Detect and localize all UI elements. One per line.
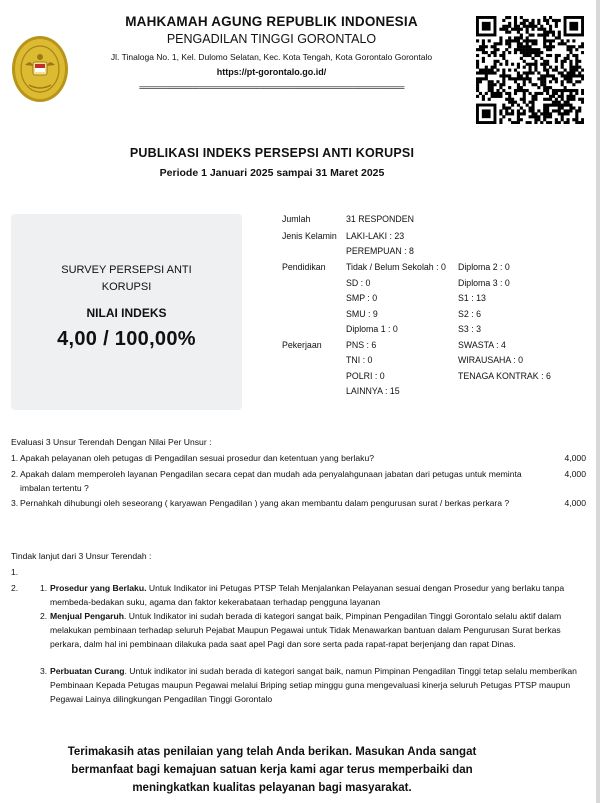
- page-edge: [596, 0, 600, 803]
- follow-up-body: . Untuk Indikator ini sudah berada di kategori sangat baik, Pimpinan Pengadilan Tinggi Gorontalo selalu aktif dalam melakukan pembinaan terhadap seluruh Pejabat Maupun Pegawai untuk Tidak Menawarkan bantuan dalam Pengurusan Surat berkas perkara, dalm hal ini pembinaan dilakuka pada saat apel Pagi dan sore serta pada rapat-rapat berjenjang dan rapat Dinas.: [50, 611, 562, 649]
- gender-male: LAKI-LAKI : 23: [346, 231, 405, 241]
- follow-up-marker: 1.: [11, 567, 19, 577]
- edu-tidak-sekolah: Tidak / Belum Sekolah : 0: [346, 262, 446, 272]
- evaluation-number: 2.: [11, 469, 19, 479]
- edu-s1: S1 : 13: [458, 293, 486, 303]
- edu-diploma-1: Diploma 1 : 0: [346, 324, 398, 334]
- follow-up-text: [50, 582, 587, 610]
- follow-up-marker: 2.: [11, 583, 19, 593]
- index-value: 4,00 / 100,00%: [57, 328, 196, 350]
- jumlah-value: 31 RESPONDEN: [346, 214, 414, 224]
- court-name: PENGADILAN TINGGI GORONTALO: [166, 32, 377, 46]
- jumlah-label: Jumlah: [282, 214, 311, 224]
- job-pns: PNS : 6: [346, 340, 377, 350]
- qr-code-icon: [476, 16, 584, 124]
- court-address: Jl. Tinaloga No. 1, Kel. Dulomo Selatan, Kec. Kota Tengah, Kota Gorontalo Gorontalo: [110, 52, 433, 62]
- job-swasta: SWASTA : 4: [458, 340, 506, 350]
- occupation-label: Pekerjaan: [282, 340, 322, 350]
- evaluation-question: Apakah pelayanan oleh petugas di Pengadilan sesuai prosedur dan ketentuan yang berlaku?: [20, 453, 375, 463]
- evaluation-score: 4,000: [564, 469, 586, 479]
- follow-up-body: Untuk Indikator ini Petugas PTSP Telah Menjalankan Pelayanan sesuai dengan Prosedur yang berlaku tanpa membeda-bedakan suku, agama dan faktor kekerabataan terhadap pengguna layanan: [50, 583, 565, 607]
- letterhead: [100, 14, 443, 92]
- follow-up-heading: Tindak lanjut dari 3 Unsur Terendah :: [11, 551, 152, 561]
- follow-up-text: [50, 610, 587, 651]
- evaluation-question: Pernahkah dihubungi oleh seseorang ( karyawan Pengadilan ) yang akan membantu dalam pengurusan surat / berkas perkara ?: [20, 498, 510, 508]
- header-divider: ==================================================================: [138, 83, 405, 92]
- edu-sd: SD : 0: [346, 278, 371, 288]
- job-tenaga-kontrak: TENAGA KONTRAK : 6: [458, 371, 551, 381]
- gender-label: Jenis Kelamin: [282, 231, 337, 241]
- edu-s2: S2 : 6: [458, 309, 481, 319]
- institution-name: MAHKAMAH AGUNG REPUBLIK INDONESIA: [125, 14, 418, 29]
- supreme-court-emblem-icon: [11, 35, 69, 103]
- follow-up-title: Menjual Pengaruh: [50, 611, 125, 621]
- job-tni: TNI : 0: [346, 355, 373, 365]
- job-lainnya: LAINNYA : 15: [346, 386, 400, 396]
- follow-up-title: Prosedur yang Berlaku.: [50, 583, 147, 593]
- education-label: Pendidikan: [282, 262, 326, 272]
- edu-smp: SMP : 0: [346, 293, 378, 303]
- gender-female: PEREMPUAN : 8: [346, 246, 414, 256]
- website-link[interactable]: https://pt-gorontalo.go.id/: [216, 67, 327, 77]
- follow-up-number: 1.: [40, 583, 48, 593]
- job-polri: POLRI : 0: [346, 371, 385, 381]
- follow-up-title: Perbuatan Curang: [50, 666, 125, 676]
- evaluation-number: 3.: [11, 498, 19, 508]
- edu-smu: SMU : 9: [346, 309, 378, 319]
- document-title: PUBLIKASI INDEKS PERSEPSI ANTI KORUPSI: [129, 146, 415, 160]
- edu-diploma-3: Diploma 3 : 0: [458, 278, 510, 288]
- evaluation-question: Apakah dalam memperoleh layanan Pengadilan secara cepat dan mudah ada penyalahgunaan jabatan dari petugas untuk meminta imbalan tertentu ?: [20, 469, 522, 493]
- index-summary-card: [11, 214, 242, 410]
- evaluation-score: 4,000: [564, 453, 586, 463]
- evaluation-heading: Evaluasi 3 Unsur Terendah Dengan Nilai Per Unsur :: [11, 437, 212, 447]
- evaluation-score: 4,000: [564, 498, 586, 508]
- follow-up-number: 3.: [40, 666, 48, 676]
- edu-s3: S3 : 3: [458, 324, 481, 334]
- follow-up-body: . Untuk indikator ini sudah berada di kategori sangat baik, namun Pimpinan Pengadilan Tinggi tetap selalu memberikan Pembinaan Kepada Petugas maupun Pegawai melalui Briping setiap minggu guna mengevaluasi kinerja seluruh Petugas PTSP maupun Pegawai Lainya dilingkungan Pengadilan Tinggi Gorontalo: [50, 666, 577, 704]
- job-wirausaha: WIRAUSAHA : 0: [458, 355, 524, 365]
- edu-diploma-2: Diploma 2 : 0: [458, 262, 510, 272]
- document-period: Periode 1 Januari 2025 sampai 31 Maret 2025: [159, 167, 385, 179]
- follow-up-text: [50, 665, 587, 706]
- survey-label: SURVEY PERSEPSI ANTI KORUPSI: [61, 264, 192, 293]
- index-label: NILAI INDEKS: [86, 306, 167, 320]
- closing-message: Terimakasih atas penilaian yang telah Anda berikan. Masukan Anda sangat bermanfaat bagi kemajuan satuan kerja kami agar terus memperbaiki dan meningkatkan kualitas pelayanan bagi masyarakat.: [67, 746, 477, 794]
- evaluation-number: 1.: [11, 453, 19, 463]
- follow-up-number: 2.: [40, 611, 48, 621]
